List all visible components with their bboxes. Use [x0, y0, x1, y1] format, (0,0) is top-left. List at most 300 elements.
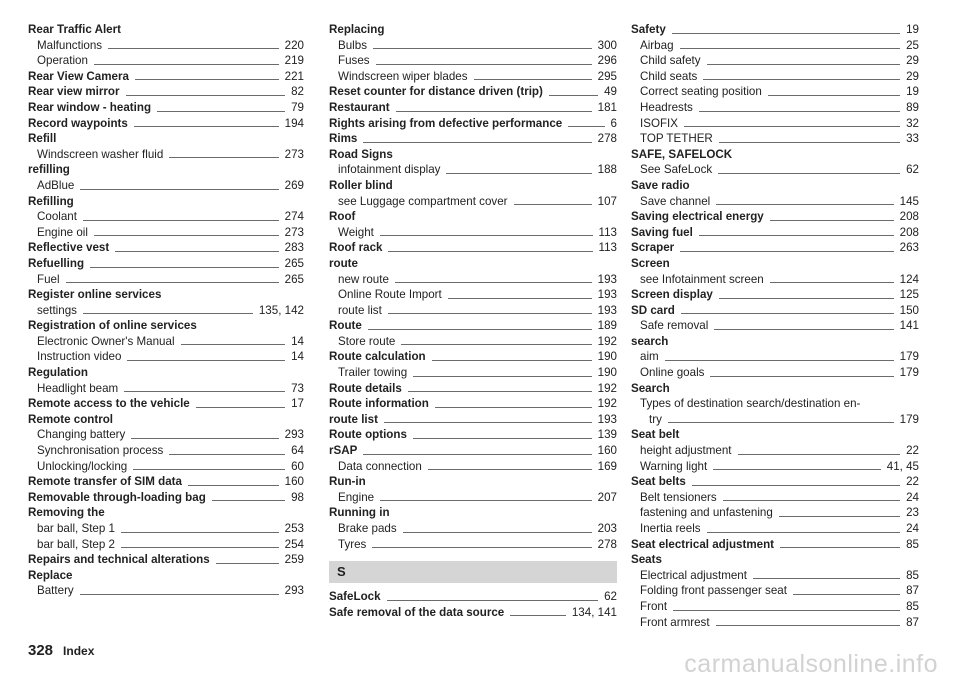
page-reference[interactable]: 89 — [906, 100, 919, 114]
page-reference[interactable]: 33 — [906, 132, 919, 146]
leader-line — [126, 95, 286, 96]
leader-line — [672, 33, 900, 34]
index-column-2 — [329, 22, 617, 620]
page-reference[interactable]: 60 — [291, 459, 304, 473]
index-entry-roof-rack — [329, 240, 617, 256]
entry-label: SAFE, SAFELOCK — [631, 147, 733, 161]
page-reference[interactable]: 141 — [899, 319, 919, 333]
index-entry-route-list — [329, 412, 617, 428]
index-entry-instruction-video — [28, 349, 304, 365]
leader-line — [707, 532, 901, 533]
index-entry-online-goals — [631, 365, 919, 381]
entry-label: Rear View Camera — [28, 69, 129, 83]
entry-label: Remote control — [28, 412, 114, 426]
leader-line — [387, 600, 599, 601]
page-reference[interactable]: 125 — [899, 288, 919, 302]
entry-label: fastening and unfastening — [640, 506, 773, 520]
leader-line — [380, 235, 593, 236]
leader-line — [665, 360, 894, 361]
entry-label: See SafeLock — [640, 163, 713, 177]
entry-label: Saving fuel — [631, 225, 693, 239]
index-entry-remote-access-to-the-vehicle — [28, 396, 304, 412]
page-reference[interactable]: 190 — [597, 366, 617, 380]
index-entry-headlight-beam — [28, 381, 304, 397]
entry-label: Rear window - heating — [28, 100, 152, 114]
page-reference[interactable]: 208 — [899, 225, 919, 239]
entry-label: search — [631, 334, 669, 348]
entry-label: Rims — [329, 132, 358, 146]
page-reference[interactable]: 24 — [906, 490, 919, 504]
entry-label: Types of destination search/destination en- — [640, 397, 861, 411]
page-reference[interactable]: 87 — [906, 584, 919, 598]
entry-label: Bulbs — [338, 38, 368, 52]
index-entry-roller-blind — [329, 178, 617, 194]
letter-section-header: S — [329, 561, 617, 583]
index-entry-refill — [28, 131, 304, 147]
page-reference[interactable]: 73 — [291, 381, 304, 395]
entry-label: Road Signs — [329, 147, 393, 161]
entry-label: Remote transfer of SIM data — [28, 475, 182, 489]
index-entry-fuel — [28, 272, 304, 288]
index-entry-repairs-and-technical-alterations — [28, 552, 304, 568]
entry-label: Repairs and technical alterations — [28, 553, 210, 567]
page-reference[interactable]: 49 — [604, 85, 617, 99]
entry-label: bar ball, Step 2 — [37, 537, 115, 551]
leader-line — [719, 298, 894, 299]
index-entry-aim — [631, 349, 919, 365]
page-reference[interactable]: 85 — [906, 599, 919, 613]
page-reference[interactable]: 22 — [906, 475, 919, 489]
index-entry-refuelling — [28, 256, 304, 272]
index-entry-safe-removal-of-the-data-source — [329, 605, 617, 621]
page-reference[interactable]: 193 — [597, 272, 617, 286]
page-reference[interactable]: 192 — [597, 334, 617, 348]
leader-line — [428, 469, 592, 470]
entry-label: Scraper — [631, 241, 675, 255]
leader-line — [127, 360, 285, 361]
leader-line — [363, 454, 591, 455]
leader-line — [684, 126, 900, 127]
entry-label: Replace — [28, 568, 73, 582]
entry-label: Headrests — [640, 100, 693, 114]
page-reference[interactable]: 23 — [906, 506, 919, 520]
page-reference[interactable]: 293 — [284, 428, 304, 442]
index-entry-store-route — [329, 334, 617, 350]
entry-label: Engine — [338, 490, 375, 504]
index-entry-battery — [28, 583, 304, 599]
index-entry-see-luggage-compartment-cover — [329, 194, 617, 210]
leader-line — [780, 547, 900, 548]
page-reference[interactable]: 193 — [597, 303, 617, 317]
leader-line — [388, 313, 592, 314]
leader-line — [446, 173, 591, 174]
index-entry-safety — [631, 22, 919, 38]
entry-label: Coolant — [37, 210, 77, 224]
index-entry-see-infotainment-screen — [631, 272, 919, 288]
entry-label: Reset counter for distance driven (trip) — [329, 85, 543, 99]
index-entry-seat-belt — [631, 427, 919, 443]
entry-label: Airbag — [640, 38, 674, 52]
index-entry-registration-of-online-services — [28, 318, 304, 334]
index-entry-rear-view-camera — [28, 69, 304, 85]
leader-line — [710, 376, 893, 377]
page-reference[interactable]: 17 — [291, 397, 304, 411]
leader-line — [680, 48, 901, 49]
page-reference[interactable]: 283 — [284, 241, 304, 255]
entry-label: infotainment display — [338, 163, 441, 177]
index-entry-unlocking-locking — [28, 459, 304, 475]
index-entry-route-details — [329, 381, 617, 397]
leader-line — [94, 235, 279, 236]
leader-line — [115, 251, 278, 252]
index-entry-rear-view-mirror — [28, 84, 304, 100]
page-reference[interactable]: 181 — [597, 100, 617, 114]
leader-line — [770, 282, 894, 283]
page-reference[interactable]: 273 — [284, 225, 304, 239]
page-reference[interactable]: 265 — [284, 272, 304, 286]
page-reference[interactable]: 64 — [291, 444, 304, 458]
index-entry-scraper — [631, 240, 919, 256]
page-reference[interactable]: 293 — [284, 584, 304, 598]
index-entry-engine — [329, 490, 617, 506]
page-reference[interactable]: 139 — [597, 428, 617, 442]
index-entry-roof — [329, 209, 617, 225]
entry-label: route — [329, 256, 358, 270]
page-reference[interactable]: 300 — [597, 38, 617, 52]
leader-line — [157, 111, 285, 112]
entry-label: Malfunctions — [37, 38, 103, 52]
page-reference[interactable]: 82 — [291, 85, 304, 99]
entry-label: see Luggage compartment cover — [338, 194, 508, 208]
leader-line — [396, 111, 592, 112]
leader-line — [716, 204, 893, 205]
page-reference[interactable]: 160 — [597, 444, 617, 458]
page-reference[interactable]: 190 — [597, 350, 617, 364]
entry-label: Screen display — [631, 288, 713, 302]
entry-label: Seat belts — [631, 475, 686, 489]
page-reference[interactable]: 150 — [899, 303, 919, 317]
index-entry-removable-through-loading-bag — [28, 490, 304, 506]
page-reference[interactable]: 134, 141 — [571, 605, 617, 619]
leader-line — [373, 48, 592, 49]
leader-line — [169, 454, 285, 455]
leader-line — [108, 48, 279, 49]
page-reference[interactable]: 254 — [284, 537, 304, 551]
leader-line — [770, 220, 894, 221]
leader-line — [723, 500, 900, 501]
index-entry-safelock — [329, 589, 617, 605]
page-reference[interactable]: 124 — [899, 272, 919, 286]
entry-label: Roof rack — [329, 241, 383, 255]
leader-line — [80, 594, 279, 595]
entry-label: Save channel — [640, 194, 711, 208]
page-reference[interactable]: 98 — [291, 490, 304, 504]
page-reference[interactable]: 135, 142 — [258, 303, 304, 317]
leader-line — [388, 251, 592, 252]
entry-label: Roof — [329, 210, 356, 224]
index-entry-bar-ball-step-1 — [28, 521, 304, 537]
index-entry-restaurant — [329, 100, 617, 116]
page-reference[interactable]: 14 — [291, 334, 304, 348]
entry-label: see Infotainment screen — [640, 272, 764, 286]
index-column-3 — [631, 22, 919, 630]
entry-label: Refuelling — [28, 256, 85, 270]
entry-label: Belt tensioners — [640, 490, 717, 504]
leader-line — [66, 282, 279, 283]
entry-label: Changing battery — [37, 428, 126, 442]
page-reference[interactable]: 207 — [597, 490, 617, 504]
entry-label: Register online services — [28, 288, 162, 302]
index-entry-fuses — [329, 53, 617, 69]
index-entry-seat-electrical-adjustment — [631, 537, 919, 553]
page-reference[interactable]: 269 — [284, 178, 304, 192]
entry-label: settings — [37, 303, 77, 317]
page-reference[interactable]: 220 — [284, 38, 304, 52]
index-entry-route — [329, 318, 617, 334]
page-reference[interactable]: 160 — [284, 475, 304, 489]
index-entry-front — [631, 599, 919, 615]
leader-line — [124, 391, 285, 392]
entry-label: Route details — [329, 381, 402, 395]
index-entry-safe-safelock — [631, 147, 919, 163]
entry-label: TOP TETHER — [640, 132, 713, 146]
index-entry-screen-display — [631, 287, 919, 303]
entry-label: Safe removal — [640, 319, 709, 333]
page-reference[interactable]: 87 — [906, 615, 919, 629]
page-reference[interactable]: 62 — [604, 590, 617, 604]
entry-label: Removable through-loading bag — [28, 490, 206, 504]
leader-line — [169, 157, 278, 158]
index-entry-isofix — [631, 116, 919, 132]
entry-label: Data connection — [338, 459, 422, 473]
entry-label: Headlight beam — [37, 381, 119, 395]
page-reference[interactable]: 22 — [906, 444, 919, 458]
index-entry-infotainment-display — [329, 162, 617, 178]
entry-label: Weight — [338, 225, 374, 239]
leader-line — [692, 485, 900, 486]
leader-line — [768, 95, 900, 96]
entry-label: Record waypoints — [28, 116, 128, 130]
index-entry-route — [329, 256, 617, 272]
leader-line — [680, 251, 893, 252]
leader-line — [714, 329, 893, 330]
entry-label: Rear view mirror — [28, 85, 120, 99]
index-entry-rear-window-heating — [28, 100, 304, 116]
page-reference[interactable]: 85 — [906, 537, 919, 551]
entry-label: Safety — [631, 23, 666, 36]
page-reference[interactable]: 25 — [906, 38, 919, 52]
index-entry-weight — [329, 225, 617, 241]
leader-line — [719, 142, 900, 143]
page-reference[interactable]: 62 — [906, 163, 919, 177]
page-reference[interactable]: 193 — [597, 288, 617, 302]
page-reference[interactable]: 295 — [597, 69, 617, 83]
index-entry-height-adjustment — [631, 443, 919, 459]
index-entry-online-route-import — [329, 287, 617, 303]
index-entry-child-safety — [631, 53, 919, 69]
entry-label: Electronic Owner's Manual — [37, 334, 175, 348]
page-reference[interactable]: 274 — [284, 210, 304, 224]
leader-line — [212, 500, 285, 501]
entry-label: Warning light — [640, 459, 708, 473]
entry-label: Seats — [631, 553, 662, 567]
index-entry-electronic-owner-s-manual — [28, 334, 304, 350]
page-reference[interactable]: 296 — [597, 54, 617, 68]
entry-label: Correct seating position — [640, 85, 762, 99]
index-entry-belt-tensioners — [631, 490, 919, 506]
page-reference[interactable]: 188 — [597, 163, 617, 177]
leader-line — [376, 64, 592, 65]
page-reference[interactable]: 145 — [899, 194, 919, 208]
entry-label: Route options — [329, 428, 407, 442]
page-reference[interactable]: 6 — [610, 116, 617, 130]
page-reference[interactable]: 189 — [597, 319, 617, 333]
entry-label: route list — [338, 303, 382, 317]
leader-line — [435, 407, 592, 408]
page-reference[interactable]: 263 — [899, 241, 919, 255]
entry-label: Refill — [28, 132, 57, 146]
entry-label: Child safety — [640, 54, 701, 68]
page-reference[interactable]: 79 — [291, 100, 304, 114]
entry-label: Replacing — [329, 23, 385, 36]
index-entry-record-waypoints — [28, 116, 304, 132]
page-reference[interactable]: 194 — [284, 116, 304, 130]
index-entry-seat-belts — [631, 474, 919, 490]
entry-label: Front — [640, 599, 668, 613]
entry-label: Brake pads — [338, 522, 397, 535]
entry-label: route list — [329, 412, 378, 426]
page-reference[interactable]: 113 — [598, 241, 617, 255]
entry-label: AdBlue — [37, 178, 75, 192]
entry-label: Route calculation — [329, 350, 426, 364]
index-entry-saving-fuel — [631, 225, 919, 241]
index-entry-synchronisation-process — [28, 443, 304, 459]
leader-line — [133, 469, 285, 470]
entry-label: Synchronisation process — [37, 444, 164, 458]
page-reference[interactable]: 32 — [906, 116, 919, 130]
page-reference[interactable]: 107 — [597, 194, 617, 208]
page-reference[interactable]: 179 — [899, 350, 919, 364]
entry-label: SD card — [631, 303, 675, 317]
index-entry-windscreen-washer-fluid — [28, 147, 304, 163]
index-entry-changing-battery — [28, 427, 304, 443]
entry-label: height adjustment — [640, 444, 732, 458]
entry-label: Route information — [329, 397, 429, 411]
index-entry-seats — [631, 552, 919, 568]
index-entry-search — [631, 334, 919, 350]
index-entry-data-connection — [329, 459, 617, 475]
leader-line — [716, 625, 901, 626]
entry-label: Remote access to the vehicle — [28, 397, 190, 411]
index-entry-see-safelock — [631, 162, 919, 178]
entry-label: Restaurant — [329, 100, 390, 114]
index-entry-regulation — [28, 365, 304, 381]
page-reference[interactable]: 29 — [906, 69, 919, 83]
entry-label: Registration of online services — [28, 319, 197, 333]
leader-line — [94, 64, 279, 65]
index-entry-route-information — [329, 396, 617, 412]
leader-line — [549, 95, 598, 96]
leader-line — [403, 532, 592, 533]
index-entry-route-list — [329, 303, 617, 319]
entry-label: aim — [640, 350, 659, 364]
index-entry-warning-light — [631, 459, 919, 475]
page-reference[interactable]: 193 — [597, 412, 617, 426]
page-reference[interactable]: 19 — [906, 85, 919, 99]
page-reference[interactable]: 29 — [906, 54, 919, 68]
page-reference[interactable]: 24 — [906, 522, 919, 535]
page-reference[interactable]: 253 — [284, 522, 304, 535]
index-entry-route-options — [329, 427, 617, 443]
index-entry-refilling — [28, 194, 304, 210]
leader-line — [181, 344, 286, 345]
entry-label: Battery — [37, 584, 74, 598]
entry-label: Roller blind — [329, 178, 393, 192]
page-reference[interactable]: 179 — [899, 412, 919, 426]
page-reference[interactable]: 278 — [597, 537, 617, 551]
page-reference[interactable]: 169 — [597, 459, 617, 473]
entry-label: refilling — [28, 163, 70, 177]
leader-line — [568, 126, 604, 127]
entry-label: Inertia reels — [640, 522, 701, 535]
page-reference[interactable]: 219 — [284, 54, 304, 68]
leader-line — [196, 407, 285, 408]
index-entry-search — [631, 381, 919, 397]
page-reference[interactable]: 221 — [284, 69, 304, 83]
index-entry-windscreen-wiper-blades — [329, 69, 617, 85]
page-reference[interactable]: 85 — [906, 568, 919, 582]
page-reference[interactable]: 14 — [291, 350, 304, 364]
page-reference[interactable]: 203 — [597, 522, 617, 535]
entry-label: Seat electrical adjustment — [631, 537, 775, 551]
leader-line — [216, 563, 279, 564]
leader-line — [188, 485, 279, 486]
page-reference[interactable]: 278 — [597, 132, 617, 146]
page-reference[interactable]: 179 — [899, 366, 919, 380]
page-reference[interactable]: 113 — [598, 225, 617, 239]
page-reference[interactable]: 192 — [597, 381, 617, 395]
leader-line — [80, 189, 278, 190]
index-entry-reflective-vest — [28, 240, 304, 256]
index-entry-trailer-towing — [329, 365, 617, 381]
page-reference[interactable]: 41, 45 — [886, 459, 919, 473]
entry-label: Electrical adjustment — [640, 568, 747, 582]
leader-line — [134, 126, 279, 127]
page-reference[interactable]: 265 — [284, 256, 304, 270]
leader-line — [699, 111, 900, 112]
leader-line — [121, 532, 279, 533]
page-reference[interactable]: 19 — [906, 23, 919, 36]
index-entry-replacing — [329, 22, 617, 38]
entry-label: Fuel — [37, 272, 60, 286]
index-entry-replace — [28, 568, 304, 584]
entry-label: Engine oil — [37, 225, 88, 239]
index-entry-remote-transfer-of-sim-data — [28, 474, 304, 490]
page-reference[interactable]: 192 — [597, 397, 617, 411]
entry-label: Unlocking/locking — [37, 459, 128, 473]
page-reference[interactable]: 259 — [284, 553, 304, 567]
page-reference[interactable]: 273 — [284, 147, 304, 161]
entry-label: Front armrest — [640, 615, 710, 629]
leader-line — [83, 313, 253, 314]
index-entry-rims — [329, 131, 617, 147]
leader-line — [395, 282, 592, 283]
index-entry-tyres — [329, 537, 617, 553]
entry-label: Windscreen wiper blades — [338, 69, 468, 83]
entry-label: Online goals — [640, 366, 705, 380]
entry-label: Removing the — [28, 506, 105, 520]
page-reference[interactable]: 208 — [899, 210, 919, 224]
